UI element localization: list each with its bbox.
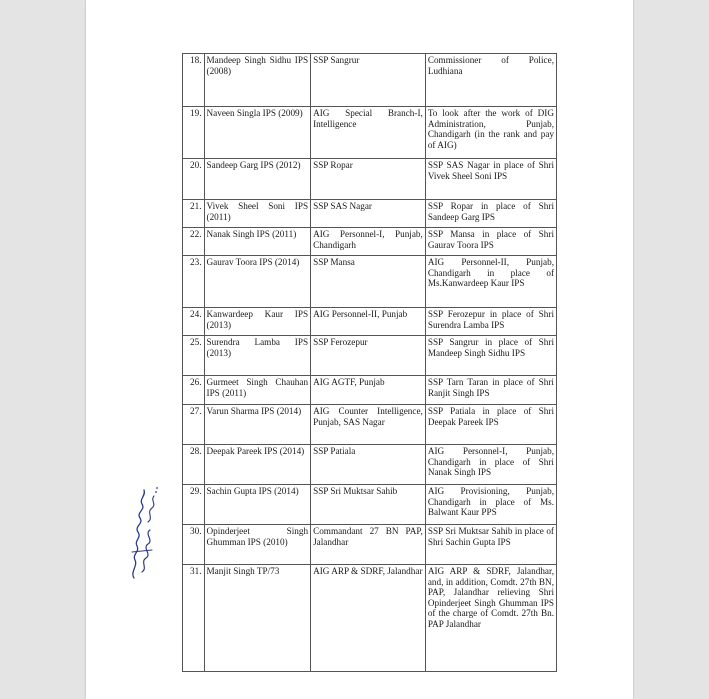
table-row <box>183 485 557 525</box>
present-posting: AIG Personnel-II, Punjab <box>311 308 426 336</box>
officer-name: Opinderjeet Singh Ghumman IPS (2010) <box>204 525 311 565</box>
present-posting: SSP Ferozepur <box>311 336 426 376</box>
table-row <box>183 256 557 308</box>
new-posting: Commissioner of Police, Ludhiana <box>425 54 556 107</box>
serial-number: 29. <box>183 485 205 525</box>
serial-number: 18. <box>183 54 205 107</box>
officer-name: Gurmeet Singh Chauhan IPS (2011) <box>204 376 311 405</box>
present-posting: AIG AGTF, Punjab <box>311 376 426 405</box>
serial-number: 23. <box>183 256 205 308</box>
serial-number: 20. <box>183 159 205 200</box>
present-posting: Commandant 27 BN PAP, Jalandhar <box>311 525 426 565</box>
present-posting: AIG Special Branch-I, Intelligence <box>311 107 426 159</box>
table-row <box>183 376 557 405</box>
serial-number: 24. <box>183 308 205 336</box>
serial-number: 31. <box>183 565 205 672</box>
new-posting: SSP Ferozepur in place of Shri Surendra Lamba IPS <box>425 308 556 336</box>
present-posting: SSP SAS Nagar <box>311 200 426 228</box>
table-row <box>183 107 557 159</box>
present-posting: AIG ARP & SDRF, Jalandhar <box>311 565 426 672</box>
table-row <box>183 200 557 228</box>
present-posting: SSP Patiala <box>311 445 426 485</box>
table-row <box>183 159 557 200</box>
new-posting: AIG Personnel-II, Punjab, Chandigarh in place of Ms.Kanwardeep Kaur IPS <box>425 256 556 308</box>
present-posting: SSP Mansa <box>311 256 426 308</box>
new-posting: AIG Personnel-I, Punjab, Chandigarh in place of Shri Nanak Singh IPS <box>425 445 556 485</box>
table-row <box>183 308 557 336</box>
new-posting: SSP Ropar in place of Shri Sandeep Garg IPS <box>425 200 556 228</box>
serial-number: 26. <box>183 376 205 405</box>
officer-name: Vivek Sheel Soni IPS (2011) <box>204 200 311 228</box>
document-page <box>86 0 633 699</box>
new-posting: SSP Patiala in place of Shri Deepak Pareek IPS <box>425 405 556 445</box>
officer-name: Varun Sharma IPS (2014) <box>204 405 311 445</box>
serial-number: 21. <box>183 200 205 228</box>
serial-number: 19. <box>183 107 205 159</box>
officer-name: Surendra Lamba IPS (2013) <box>204 336 311 376</box>
officer-name: Deepak Pareek IPS (2014) <box>204 445 311 485</box>
table-row <box>183 445 557 485</box>
table-row <box>183 565 557 672</box>
serial-number: 27. <box>183 405 205 445</box>
new-posting: SSP Tarn Taran in place of Shri Ranjit Singh IPS <box>425 376 556 405</box>
officer-name: Mandeep Singh Sidhu IPS (2008) <box>204 54 311 107</box>
officer-name: Sachin Gupta IPS (2014) <box>204 485 311 525</box>
new-posting: SSP Sri Muktsar Sahib in place of Shri Sachin Gupta IPS <box>425 525 556 565</box>
table-row <box>183 54 557 107</box>
officer-name: Naveen Singla IPS (2009) <box>204 107 311 159</box>
officer-name: Sandeep Garg IPS (2012) <box>204 159 311 200</box>
table-row <box>183 336 557 376</box>
new-posting: AIG ARP & SDRF, Jalandhar, and, in addition, Comdt. 27th BN, PAP, Jalandhar relieving Shri Opinderjeet Singh Ghumman IPS of the charge of Comdt. 27th Bn. PAP Jalandhar <box>425 565 556 672</box>
transfer-orders-table <box>182 53 557 672</box>
officer-name: Manjit Singh TP/73 <box>204 565 311 672</box>
present-posting: SSP Ropar <box>311 159 426 200</box>
officer-name: Kanwardeep Kaur IPS (2013) <box>204 308 311 336</box>
serial-number: 25. <box>183 336 205 376</box>
table-row <box>183 405 557 445</box>
present-posting: SSP Sri Muktsar Sahib <box>311 485 426 525</box>
new-posting: SSP Mansa in place of Shri Gaurav Toora IPS <box>425 228 556 256</box>
new-posting: SSP SAS Nagar in place of Shri Vivek Sheel Soni IPS <box>425 159 556 200</box>
serial-number: 30. <box>183 525 205 565</box>
present-posting: AIG Personnel-I, Punjab, Chandigarh <box>311 228 426 256</box>
new-posting: SSP Sangrur in place of Shri Mandeep Singh Sidhu IPS <box>425 336 556 376</box>
serial-number: 22. <box>183 228 205 256</box>
officer-name: Gaurav Toora IPS (2014) <box>204 256 311 308</box>
present-posting: AIG Counter Intelligence, Punjab, SAS Nagar <box>311 405 426 445</box>
new-posting: To look after the work of DIG Administration, Punjab, Chandigarh (in the rank and pay of AIG) <box>425 107 556 159</box>
new-posting: AIG Provisioning, Punjab, Chandigarh in place of Ms. Balwant Kaur PPS <box>425 485 556 525</box>
officer-name: Nanak Singh IPS (2011) <box>204 228 311 256</box>
table-row <box>183 228 557 256</box>
present-posting: SSP Sangrur <box>311 54 426 107</box>
table-row <box>183 525 557 565</box>
serial-number: 28. <box>183 445 205 485</box>
handwritten-signature <box>126 482 162 582</box>
